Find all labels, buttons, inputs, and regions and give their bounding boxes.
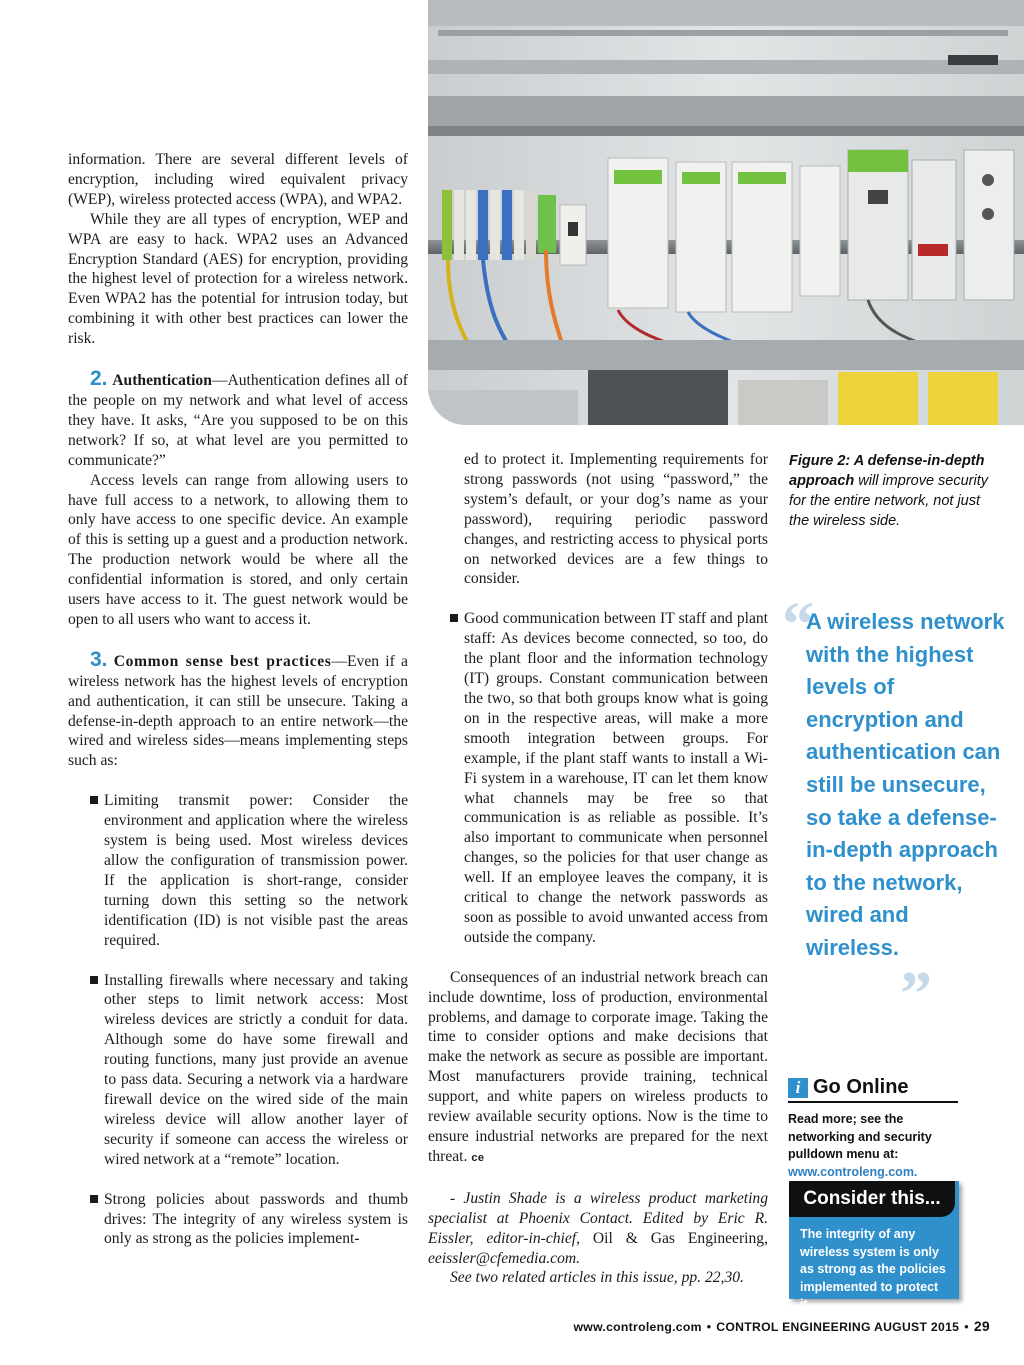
footer-bullet-icon: • [706, 1320, 712, 1334]
item-title: Authentication [112, 372, 212, 390]
see-also-note: See two related articles in this issue, pp. 22,30. [450, 1269, 744, 1287]
go-online-header [788, 1076, 958, 1103]
bullet-square-icon [90, 796, 98, 804]
paragraph-encryption-levels: information. There are several different levels of encryption, including wired equivalent privacy (WEP), wireless protected access (WPA), and WPA2. [68, 151, 408, 208]
bullet-firewalls: Installing firewalls where necessary and taking other steps to limit network access: Most wireless devices are strictly a conduit for data. Although some do have some firewall and routing functions, many just provide an avenue to pass data. Securing a network via a hardware firewall device on the wired side of the main wireless device will allow another layer of security if someone can access the wireless or wired network at a “remote” location. [68, 971, 408, 1170]
consider-this-body: The integrity of any wireless system is only as strong as the policies implemented to protect it. [800, 1227, 946, 1311]
bullet-square-icon [450, 614, 458, 622]
item-text: —Even if a wireless network has the highest levels of encryption and authentication, it can still be unsecure. Taking a defense-in-depth approach to an entire network—the wired and wireless sides—means implementing steps such as: [68, 652, 408, 770]
paragraph-wep-wpa: While they are all types of encryption, WEP and WPA are easy to hack. WPA2 uses an Advanced Encryption Standard (AES) for encryption, providing the highest level of protection for a wireless network. Even WPA2 has the potential for intrusion today, but combining it with other best practices can lower the risk. [68, 210, 408, 348]
bullet-communication: Good communication between IT staff and plant staff: As devices become connected, so too, do the plant floor and the information technology (IT) groups. Constant communication between the two, so that both groups know what is going on in the respective areas, will make a more smooth integration between groups. For example, if the plant staff wants to install a Wi-Fi system in a warehouse, IT can let them know what channels may be free so that communication is as reliable as possible. It’s also important to communicate when personnel changes, so the policies for that user change as well. If an employee leaves the company, it is critical to change the network passwords as soon as possible to avoid unwanted access from outside the company. [428, 609, 768, 947]
consider-this-box [789, 1181, 959, 1311]
column-2 [428, 450, 768, 1288]
bullet-square-icon [90, 1195, 98, 1203]
footer-bullet-icon: • [964, 1320, 969, 1334]
caption-bold: Figure 2: A defense-in-depth approach [789, 453, 985, 489]
info-icon: i [788, 1078, 808, 1098]
caption-rest: will improve security for the entire network, not just the wireless side. [789, 473, 989, 529]
go-online-link[interactable]: www.controleng.com. [788, 1164, 918, 1179]
page-footer [470, 1318, 990, 1334]
column-1 [68, 150, 408, 1249]
end-mark: ce [471, 1151, 485, 1164]
item-number: 2. [90, 367, 108, 391]
paragraph-access-levels: Access levels can range from allowing users to have full access to a network, to allowing them to only have access to one specific device. An example of this is setting up a guest and a production network. The production network would be where all the confidential information is stored, and only certain users have access to it. The guest network would be open to all users who want to access it. [68, 471, 408, 628]
pull-quote: A wireless network with the highest levels of encryption and authentication can still be unsecure, so take a defense-in-depth approach to the network, wired and wireless. [806, 609, 1005, 960]
bullet-continuation: ed to protect it. Implementing requirements for strong passwords (not using “password,” the system’s default, or your dog’s name as your password), requiring periodic password changes, and restricting access to physical ports on networked devices are a few things to consider. [464, 451, 768, 588]
author-bio: - Justin Shade is a wireless product marketing specialist at Phoenix Contact. Edited by Eric R. Eissler, editor-in-chief, Oil & Gas Engineering, eeissler@cfemedia.com. [428, 1189, 768, 1267]
consider-this-title: Consider this... [789, 1181, 955, 1217]
open-quote-icon: “ [782, 588, 814, 659]
figure-caption [789, 451, 989, 531]
page-number: 29 [973, 1318, 990, 1334]
bullet-square-icon [90, 976, 98, 984]
item-title: Common sense best practices [113, 652, 332, 670]
bullet-passwords: Strong policies about passwords and thumb drives: The integrity of any wireless system is only as strong as the policies implement- [68, 1190, 408, 1250]
item-number: 3. [90, 647, 108, 671]
go-online-box [788, 1076, 958, 1181]
control-cabinet-photo [428, 0, 1024, 425]
bullet-transmit-power: Limiting transmit power: Consider the environment and application where the wireless system is being used. Most wireless devices allow the configuration of transmission power. If the application is short-range, consider turning down this setting so the network identification (ID) is not visible past the areas required. [68, 791, 408, 950]
publication-name: Oil & Gas Engineering, [592, 1229, 768, 1247]
author-email: eeissler@cfemedia.com. [428, 1249, 581, 1267]
close-quote-icon: ” [900, 958, 932, 1029]
list-item-authentication [68, 369, 408, 471]
go-online-title: Go Online [813, 1076, 909, 1098]
list-item-best-practices [68, 647, 408, 771]
footer-url: www.controleng.com [573, 1320, 702, 1334]
item-text: —Authentication defines all of the people on my network and what level of access they have. It asks, “Are you supposed to be on this network? If so, at what level are you permitted to communicate?” [68, 372, 408, 469]
footer-publication: CONTROL ENGINEERING AUGUST 2015 [716, 1320, 960, 1334]
paragraph-consequences: Consequences of an industrial network breach can include downtime, loss of production, environmental problems, and damage to corporate image. Taking the time to consider options and make decisions that make the network as secure as possible are important. Most manufacturers provide training, technical support, and white papers on wireless products to review available security options. Now is the time to ensure industrial networks are prepared for the next threat. ce [428, 968, 768, 1165]
go-online-body: Read more; see the networking and security pulldown menu at: www.controleng.com. [788, 1112, 932, 1179]
